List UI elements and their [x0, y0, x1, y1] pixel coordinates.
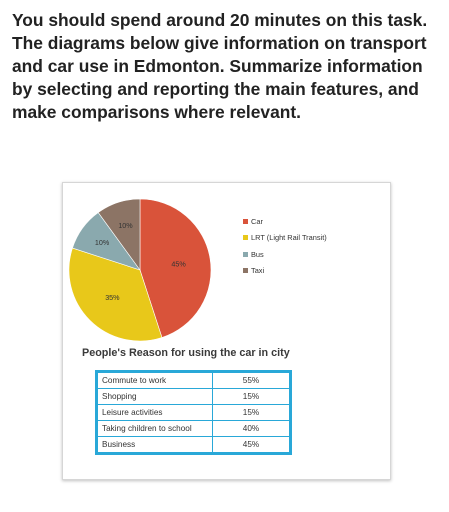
table-title: People's Reason for using the car in city — [82, 347, 290, 359]
percent-cell: 40% — [213, 421, 291, 437]
reasons-table — [95, 370, 292, 455]
percent-cell: 55% — [213, 372, 291, 389]
percent-cell: 15% — [213, 389, 291, 405]
prompt-line: You should spend around 20 minutes on this task. — [12, 10, 428, 30]
percent-cell: 15% — [213, 405, 291, 421]
legend-item — [243, 263, 327, 280]
pie-legend — [243, 213, 327, 279]
legend-item — [243, 246, 327, 263]
legend-swatch — [243, 252, 248, 257]
table-row — [97, 421, 291, 437]
legend-swatch — [243, 235, 248, 240]
reason-cell: Taking children to school — [97, 421, 213, 437]
table-row — [97, 389, 291, 405]
legend-label: Bus — [251, 249, 264, 259]
prompt-line: by selecting and reporting the main features, and — [12, 79, 419, 99]
legend-label: LRT (Light Rail Transit) — [251, 233, 327, 243]
legend-swatch — [243, 268, 248, 273]
reason-cell: Commute to work — [97, 372, 213, 389]
prompt-line: and car use in Edmonton. Summarize information — [12, 56, 423, 76]
legend-label: Taxi — [251, 266, 265, 276]
legend-swatch — [243, 219, 248, 224]
prompt-line: make comparisons where relevant. — [12, 102, 302, 122]
chart-card — [62, 182, 391, 480]
legend-label: Car — [251, 216, 263, 226]
table-row — [97, 437, 291, 454]
table-row — [97, 405, 291, 421]
legend-item — [243, 230, 327, 247]
percent-cell: 45% — [213, 437, 291, 454]
reason-cell: Leisure activities — [97, 405, 213, 421]
prompt-line: The diagrams below give information on transport — [12, 33, 427, 53]
pie-chart — [63, 183, 243, 343]
legend-item — [243, 213, 327, 230]
reason-cell: Shopping — [97, 389, 213, 405]
pie-slice-label: 10% — [94, 237, 110, 247]
reason-cell: Business — [97, 437, 213, 454]
pie-slice-label: 45% — [171, 259, 186, 269]
table-row — [97, 372, 291, 389]
task-prompt — [12, 9, 442, 124]
pie-slice-label: 10% — [118, 220, 133, 230]
pie-slice-label: 35% — [105, 293, 120, 303]
